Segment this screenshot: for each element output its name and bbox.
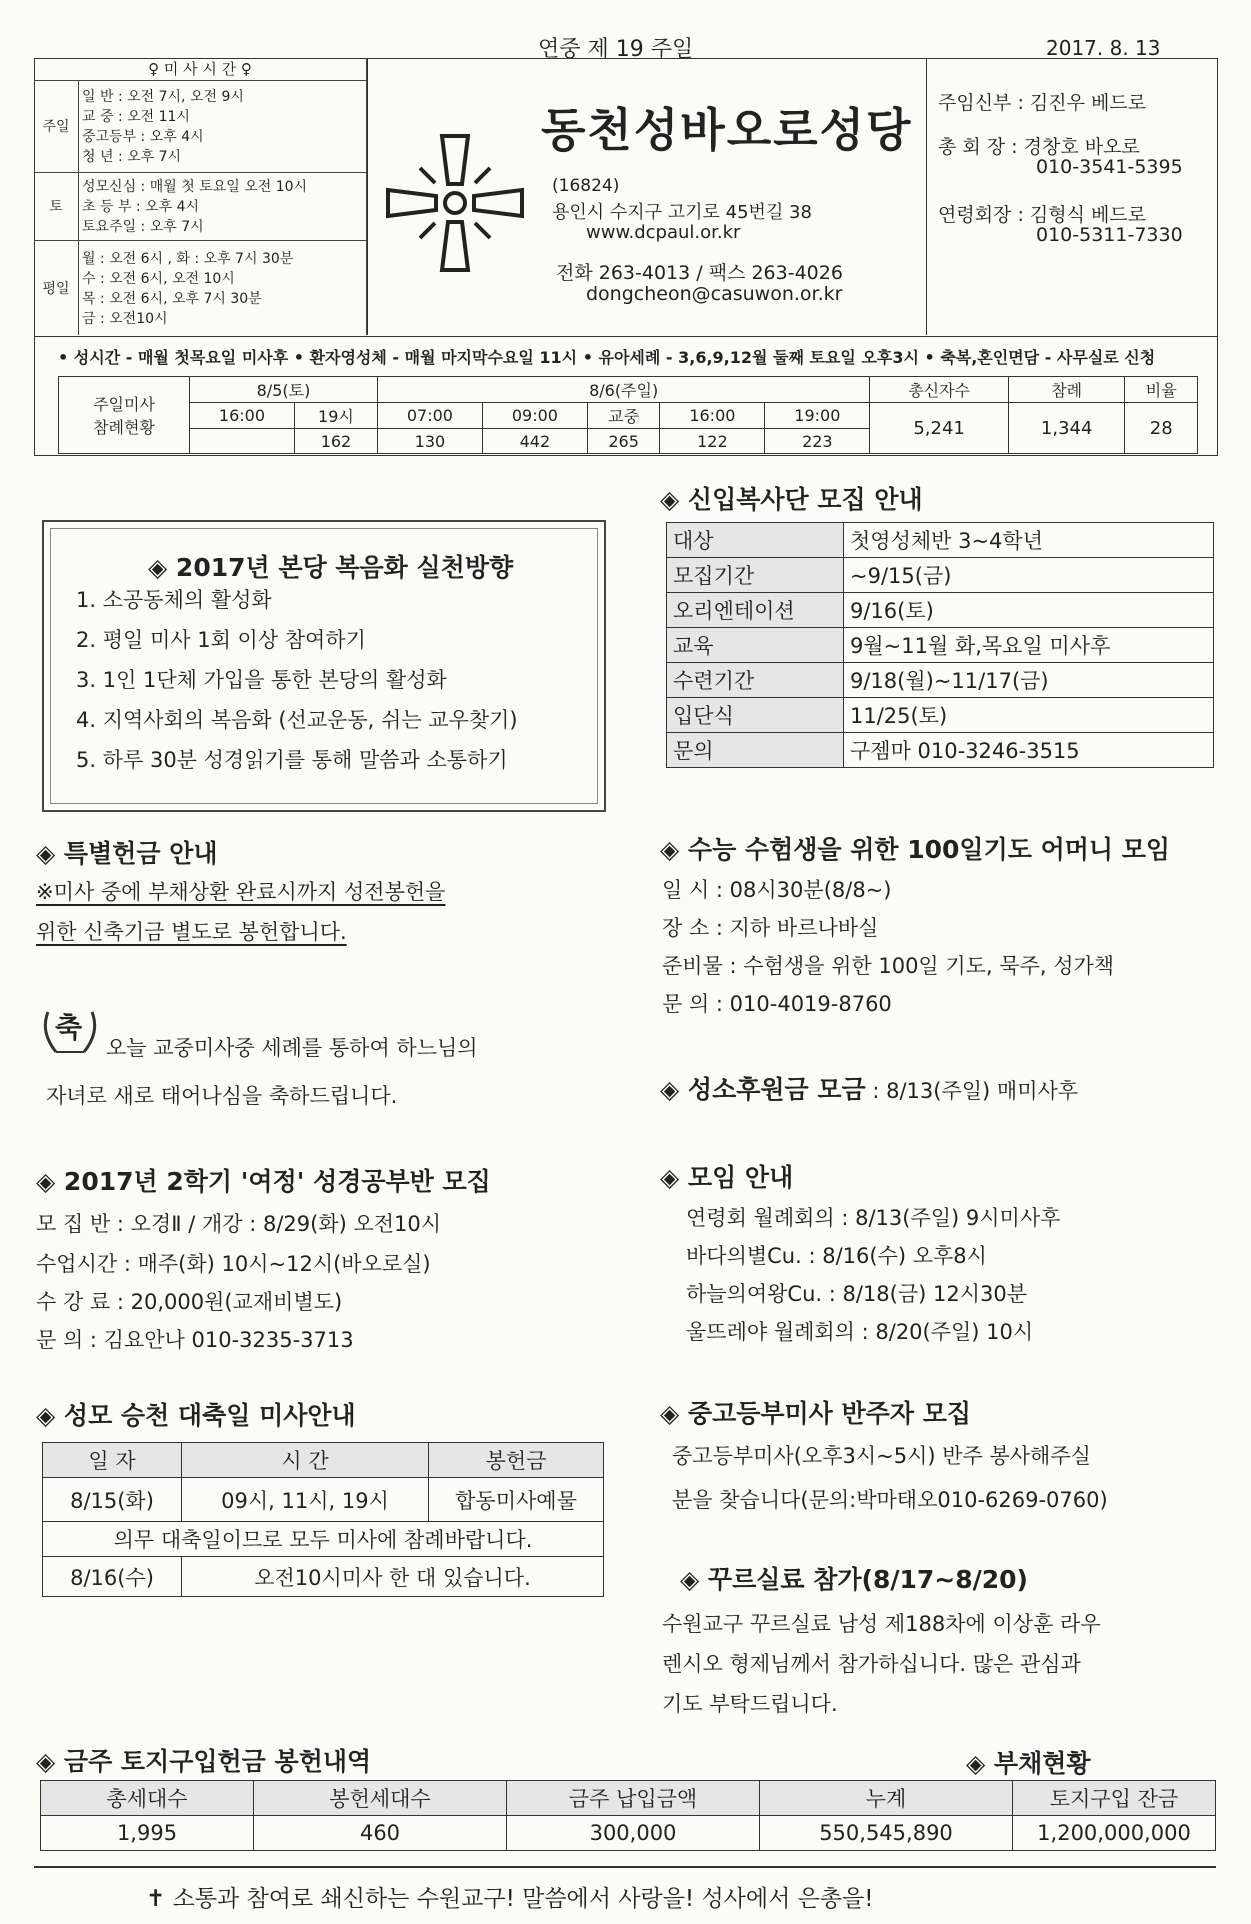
assumption-title: ◈ 성모 승천 대축일 미사안내 [36, 1401, 356, 1430]
week-title: 연중 제 19 주일 [538, 37, 694, 62]
footer-slogan: ✝ 소통과 참여로 쇄신하는 수원교구! 말씀에서 사랑을! 성사에서 은총을! [146, 1886, 874, 1912]
accompanist-title: ◈ 중고등부미사 반주자 모집 [660, 1399, 971, 1428]
exam-line: 준비물 : 수험생을 위한 100일 기도, 묵주, 성가책 [662, 954, 1115, 978]
accompanist-line: 중고등부미사(오후3시~5시) 반주 봉사해주실 [672, 1444, 1091, 1468]
land-value: 550,545,890 [760, 1816, 1013, 1851]
attendance-sat-date: 8/5(토) [190, 377, 378, 403]
altar-value: ~9/15(금) [844, 558, 1214, 593]
bible-title: ◈ 2017년 2학기 '여정' 성경공부반 모집 [36, 1167, 491, 1196]
land-header: 토지구입 잔금 [1013, 1781, 1216, 1816]
attendance-total: 5,241 [870, 403, 1009, 454]
cursillo-title: ◈ 꾸르실료 참가(8/17~8/20) [680, 1565, 1028, 1594]
land-value: 300,000 [507, 1816, 760, 1851]
attendance-label-line: 참례현황 [93, 418, 155, 437]
parish-address: 용인시 수지구 고기로 45번길 38 [552, 202, 812, 223]
mass-day-sunday: 주일 [34, 80, 79, 172]
mass-item: 토요주일 : 오후 7시 [82, 219, 204, 235]
land-value: 1,200,000,000 [1013, 1816, 1216, 1851]
attendance-label [59, 377, 190, 454]
altar-value: 11/25(토) [844, 698, 1214, 733]
attendance-time: 09:00 [482, 403, 587, 429]
assumption-date: 8/15(화) [43, 1478, 182, 1522]
meetings-title: ◈ 모임 안내 [660, 1163, 794, 1192]
mass-item: 월 : 오전 6시 , 화 : 오후 7시 30분 [82, 250, 294, 267]
attendance-count: 162 [294, 429, 377, 454]
exam-line: 장 소 : 지하 바르나바실 [662, 916, 879, 940]
altar-key: 오리엔테이션 [667, 593, 844, 628]
exam-line: 일 시 : 08시30분(8/8~) [662, 878, 892, 902]
altar-table [666, 522, 1214, 768]
parish-zip: (16824) [552, 176, 620, 196]
parish-website: www.dcpaul.or.kr [586, 222, 741, 243]
mass-item: 중고등부 : 오후 4시 [82, 129, 204, 145]
bulletin-date: 2017. 8. 13 [1046, 36, 1161, 60]
evangel-item: 3. 1인 1단체 가입을 통한 본당의 활성화 [76, 668, 447, 692]
parish-email: dongcheon@casuwon.or.kr [586, 283, 843, 305]
cursillo-line: 수원교구 꾸르실료 남성 제188차에 이상훈 라우 [662, 1612, 1101, 1636]
parish-phone: 전화 263-4013 / 팩스 263-4026 [556, 262, 843, 284]
evangel-title: ◈ 2017년 본당 복음화 실천방향 [148, 553, 514, 582]
notice-line: • 성시간 - 매월 첫목요일 미사후 • 환자영성체 - 매월 마지막수요일 11시 • 유아세례 - 3,6,9,12월 둘째 토요일 오후3시 • 축복,혼인면담 - 사무실로 신청 [58, 348, 1156, 367]
badge-text: 축 [55, 1011, 83, 1044]
attendance-count: 442 [482, 429, 587, 454]
altar-value: 9/16(토) [844, 593, 1214, 628]
land-title: ◈ 금주 토지구입헌금 봉헌내역 [36, 1747, 372, 1776]
land-table [40, 1780, 1216, 1851]
attendance-time: 16:00 [190, 403, 295, 429]
evangel-item: 5. 하루 30분 성경읽기를 통해 말씀과 소통하기 [76, 748, 508, 772]
land-value: 460 [254, 1816, 507, 1851]
attendance-ratio: 28 [1125, 403, 1198, 454]
attendance-time: 16:00 [660, 403, 765, 429]
seminary-text: : 8/13(주일) 매미사후 [865, 1079, 1079, 1103]
assumption-time: 09시, 11시, 19시 [182, 1478, 429, 1522]
attendance-header-ratio: 비율 [1125, 377, 1198, 403]
attendance-time: 19시 [294, 403, 377, 429]
altar-value: 9월~11월 화,목요일 미사후 [844, 628, 1214, 663]
attendance-table [58, 376, 1198, 454]
staff-elder: 연령회장 : 김형식 베드로 [938, 204, 1147, 226]
meeting-line: 연령회 월례회의 : 8/13(주일) 9시미사후 [686, 1206, 1061, 1230]
land-header: 총세대수 [41, 1781, 254, 1816]
mass-day-saturday: 토 [34, 172, 79, 240]
header-divider [926, 58, 927, 335]
attendance-time: 07:00 [377, 403, 482, 429]
staff-president-phone: 010-3541-5395 [1036, 156, 1183, 178]
evangel-item: 4. 지역사회의 복음화 (선교운동, 쉬는 교우찾기) [76, 708, 518, 732]
offering-line: 위한 신축기금 별도로 봉헌합니다. [36, 920, 347, 944]
mass-day-weekday: 평일 [34, 240, 79, 335]
staff-president: 총 회 장 : 경창호 바오로 [938, 136, 1140, 158]
bible-line: 문 의 : 김요안나 010-3235-3713 [36, 1328, 354, 1352]
attendance-label-line: 주일미사 [93, 395, 155, 414]
accompanist-line: 분을 찾습니다(문의:박마태오010-6269-0760) [672, 1488, 1108, 1512]
attendance-time: 교중 [587, 403, 660, 429]
assumption-offer: 합동미사예물 [429, 1478, 604, 1522]
mass-item: 성모신심 : 매월 첫 토요일 오전 10시 [82, 179, 308, 195]
altar-key: 문의 [667, 733, 844, 768]
baptism-line: 오늘 교중미사중 세례를 통하여 하느님의 [106, 1036, 478, 1060]
mass-item: 수 : 오전 6시, 오전 10시 [82, 270, 235, 287]
cursillo-line: 기도 부탁드립니다. [662, 1692, 838, 1716]
parish-cross-logo-icon [380, 128, 530, 278]
attendance-time: 19:00 [765, 403, 870, 429]
assumption-header-offer: 봉헌금 [429, 1443, 604, 1478]
attendance-count: 265 [587, 429, 660, 454]
altar-value: 첫영성체반 3~4학년 [844, 523, 1214, 558]
mass-item: 초 등 부 : 오후 4시 [82, 199, 200, 215]
land-header: 누계 [760, 1781, 1013, 1816]
assumption-note: 의무 대축일이므로 모두 미사에 참례바랍니다. [43, 1522, 604, 1557]
assumption-time: 오전10시미사 한 대 있습니다. [182, 1557, 604, 1597]
mass-schedule [34, 58, 368, 335]
bible-line: 수 강 료 : 20,000원(교재비별도) [36, 1290, 343, 1314]
attendance-attend: 1,344 [1008, 403, 1125, 454]
attendance-header-attend: 참례 [1008, 377, 1125, 403]
laurel-badge-icon [38, 1002, 102, 1058]
evangel-item: 1. 소공동체의 활성화 [76, 588, 272, 612]
staff-elder-phone: 010-5311-7330 [1036, 224, 1183, 246]
land-header: 봉헌세대수 [254, 1781, 507, 1816]
evangel-item: 2. 평일 미사 1회 이상 참여하기 [76, 628, 366, 652]
offering-line: ※미사 중에 부채상환 완료시까지 성전봉헌을 [36, 880, 446, 904]
mass-group-saturday [79, 172, 367, 240]
bible-line: 모 집 반 : 오경Ⅱ / 개강 : 8/29(화) 오전10시 [36, 1212, 442, 1236]
altar-key: 대상 [667, 523, 844, 558]
altar-title: ◈ 신입복사단 모집 안내 [660, 485, 923, 514]
altar-key: 모집기간 [667, 558, 844, 593]
mass-item: 일 반 : 오전 7시, 오전 9시 [82, 89, 244, 105]
exam-title: ◈ 수능 수험생을 위한 100일기도 어머니 모임 [660, 835, 1171, 864]
bible-line: 수업시간 : 매주(화) 10시~12시(바오로실) [36, 1252, 431, 1276]
assumption-table [42, 1442, 604, 1597]
altar-value: 9/18(월)~11/17(금) [844, 663, 1214, 698]
attendance-header-total: 총신자수 [870, 377, 1009, 403]
mass-item: 청 년 : 오후 7시 [82, 149, 182, 165]
assumption-header-date: 일 자 [43, 1443, 182, 1478]
mass-item: 교 중 : 오전 11시 [82, 109, 190, 125]
footer-rule [34, 1866, 1216, 1868]
attendance-sun-date: 8/6(주일) [377, 377, 869, 403]
debt-title: ◈ 부채현황 [966, 1749, 1091, 1778]
altar-key: 교육 [667, 628, 844, 663]
attendance-count: 223 [765, 429, 870, 454]
attendance-count [190, 429, 295, 454]
staff-priest: 주임신부 : 김진우 베드로 [938, 92, 1147, 114]
meeting-line: 바다의별Cu. : 8/16(수) 오후8시 [686, 1244, 987, 1268]
attendance-count: 130 [377, 429, 482, 454]
assumption-date: 8/16(수) [43, 1557, 182, 1597]
baptism-line: 자녀로 새로 태어나심을 축하드립니다. [46, 1084, 398, 1108]
altar-value: 구젬마 010-3246-3515 [844, 733, 1214, 768]
offering-title: ◈ 특별헌금 안내 [36, 839, 218, 868]
parish-name: 동천성바오로성당 [541, 103, 913, 157]
cursillo-line: 렌시오 형제님께서 참가하십니다. 많은 관심과 [662, 1652, 1081, 1676]
meeting-line: 하늘의여왕Cu. : 8/18(금) 12시30분 [686, 1282, 1028, 1306]
altar-key: 입단식 [667, 698, 844, 733]
exam-line: 문 의 : 010-4019-8760 [662, 992, 892, 1016]
land-value: 1,995 [41, 1816, 254, 1851]
mass-item: 금 : 오전10시 [82, 310, 168, 327]
mass-schedule-title: ♀ 미 사 시 간 ♀ [34, 58, 367, 80]
seminary-title: ◈ 성소후원금 모금 [660, 1075, 866, 1104]
meeting-line: 울뜨레야 월례회의 : 8/20(주일) 10시 [686, 1320, 1034, 1344]
mass-group-weekday [79, 240, 367, 335]
land-header: 금주 납입금액 [507, 1781, 760, 1816]
altar-key: 수련기간 [667, 663, 844, 698]
mass-group-sunday [79, 80, 367, 172]
seminary-line [660, 1070, 1078, 1106]
attendance-count: 122 [660, 429, 765, 454]
mass-item: 목 : 오전 6시, 오후 7시 30분 [82, 290, 262, 307]
assumption-header-time: 시 간 [182, 1443, 429, 1478]
